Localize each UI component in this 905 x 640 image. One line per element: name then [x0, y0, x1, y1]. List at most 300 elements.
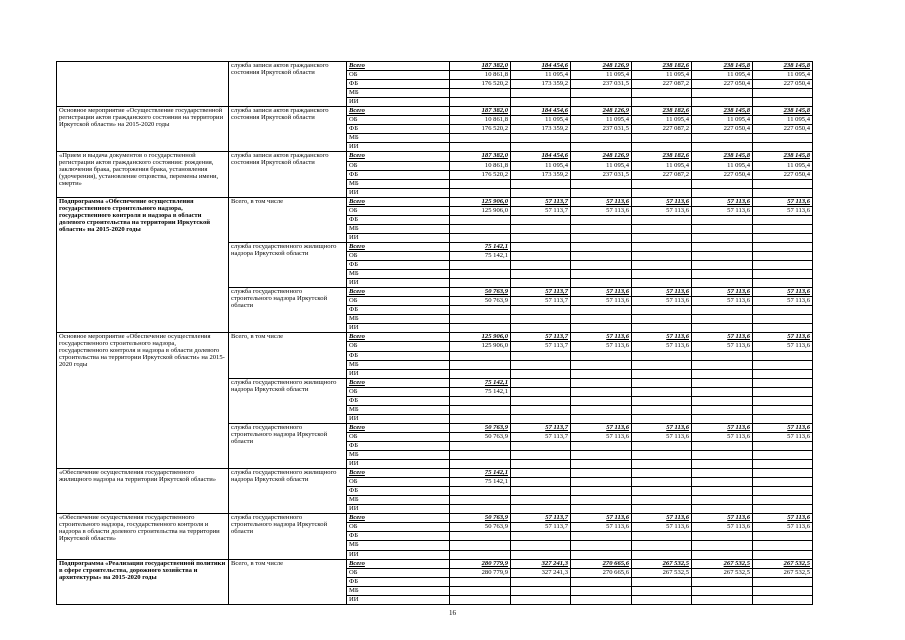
executor-cell: служба записи актов гражданского состояния Иркутской области	[229, 107, 347, 152]
funding-source-cell: ИИ	[347, 505, 450, 514]
amount-cell	[753, 134, 813, 143]
amount-cell: 237 031,5	[571, 125, 632, 134]
amount-cell	[692, 405, 753, 414]
amount-cell: 227 087,2	[632, 80, 692, 89]
executor-cell: служба государственного жилищного надзора Иркутской области	[229, 469, 347, 514]
amount-cell	[632, 179, 692, 188]
amount-cell	[450, 414, 511, 423]
amount-cell	[692, 143, 753, 152]
amount-cell: 57 113,7	[511, 342, 571, 351]
amount-cell	[571, 550, 632, 559]
amount-cell	[571, 487, 632, 496]
amount-cell: 227 050,4	[692, 125, 753, 134]
amount-cell: 176 520,2	[450, 125, 511, 134]
funding-source-cell: ФБ	[347, 441, 450, 450]
amount-cell	[450, 179, 511, 188]
amount-cell: 57 113,6	[571, 288, 632, 297]
funding-source-cell: Всего	[347, 62, 450, 71]
amount-cell	[511, 478, 571, 487]
amount-cell	[511, 460, 571, 469]
amount-cell	[753, 215, 813, 224]
amount-cell: 11 095,4	[753, 116, 813, 125]
amount-cell	[571, 595, 632, 604]
amount-cell	[511, 387, 571, 396]
funding-source-cell: МБ	[347, 451, 450, 460]
amount-cell	[632, 89, 692, 98]
amount-cell	[753, 505, 813, 514]
amount-cell: 270 665,6	[571, 559, 632, 568]
amount-cell	[511, 577, 571, 586]
amount-cell	[571, 143, 632, 152]
amount-cell: 267 532,5	[632, 568, 692, 577]
funding-source-cell: ФБ	[347, 351, 450, 360]
amount-cell: 11 095,4	[692, 116, 753, 125]
amount-cell	[450, 224, 511, 233]
funding-source-cell: ФБ	[347, 396, 450, 405]
amount-cell: 11 095,4	[511, 116, 571, 125]
amount-cell: 57 113,6	[571, 333, 632, 342]
amount-cell	[571, 396, 632, 405]
amount-cell: 187 382,0	[450, 107, 511, 116]
amount-cell: 11 095,4	[692, 161, 753, 170]
amount-cell	[692, 324, 753, 333]
amount-cell	[692, 586, 753, 595]
funding-source-cell: МБ	[347, 224, 450, 233]
amount-cell	[692, 577, 753, 586]
funding-source-cell: ОБ	[347, 206, 450, 215]
amount-cell	[692, 378, 753, 387]
amount-cell: 57 113,6	[632, 523, 692, 532]
amount-cell	[511, 233, 571, 242]
funding-source-cell: ИИ	[347, 550, 450, 559]
amount-cell: 57 113,6	[632, 197, 692, 206]
amount-cell	[753, 98, 813, 107]
amount-cell: 57 113,6	[753, 206, 813, 215]
amount-cell	[571, 188, 632, 197]
amount-cell	[571, 505, 632, 514]
amount-cell: 267 532,5	[632, 559, 692, 568]
amount-cell	[753, 586, 813, 595]
table-row	[57, 333, 813, 342]
amount-cell: 125 906,0	[450, 333, 511, 342]
funding-source-cell: Всего	[347, 514, 450, 523]
funding-source-cell: МБ	[347, 134, 450, 143]
amount-cell: 57 113,6	[692, 206, 753, 215]
amount-cell	[692, 215, 753, 224]
amount-cell: 75 142,1	[450, 387, 511, 396]
amount-cell: 57 113,6	[692, 423, 753, 432]
measure-name-cell: Подпрограмма «Обеспечение осуществления государственного строительного надзора, государственного контроля и надзора в области долевого строительства на территории Иркутской области» на 2015-2020 годы	[57, 197, 229, 333]
amount-cell	[632, 441, 692, 450]
amount-cell	[753, 351, 813, 360]
amount-cell	[450, 369, 511, 378]
amount-cell: 50 763,9	[450, 288, 511, 297]
amount-cell: 327 241,3	[511, 568, 571, 577]
amount-cell	[632, 224, 692, 233]
amount-cell: 267 532,5	[753, 568, 813, 577]
amount-cell: 238 145,8	[753, 152, 813, 161]
funding-source-cell: Всего	[347, 559, 450, 568]
amount-cell: 57 113,6	[753, 197, 813, 206]
amount-cell	[511, 306, 571, 315]
amount-cell	[692, 360, 753, 369]
amount-cell	[753, 496, 813, 505]
amount-cell: 57 113,6	[632, 514, 692, 523]
funding-source-cell: ИИ	[347, 143, 450, 152]
amount-cell	[692, 224, 753, 233]
amount-cell: 227 050,4	[692, 80, 753, 89]
amount-cell: 57 113,6	[753, 523, 813, 532]
amount-cell: 176 520,2	[450, 170, 511, 179]
measure-name-cell: «Прием и выдача документов о государственной регистрации актов гражданского состояния: рождения, заключения брака, расторжения брака, установления (удочерения), установление отцовства, перемены имени, смерти»	[57, 152, 229, 197]
amount-cell: 57 113,6	[692, 432, 753, 441]
amount-cell: 75 142,1	[450, 242, 511, 251]
amount-cell	[571, 532, 632, 541]
amount-cell: 227 050,4	[753, 125, 813, 134]
measure-name-cell: Подпрограмма «Реализация государственной политики в сфере строительства, дорожного хозяйства и архитектуры» на 2015-2020 годы	[57, 559, 229, 604]
executor-cell: служба государственного жилищного надзора Иркутской области	[229, 242, 347, 287]
amount-cell	[632, 586, 692, 595]
amount-cell	[632, 451, 692, 460]
amount-cell: 10 861,8	[450, 116, 511, 125]
amount-cell: 50 763,9	[450, 514, 511, 523]
amount-cell	[692, 595, 753, 604]
amount-cell	[632, 324, 692, 333]
amount-cell: 57 113,6	[571, 514, 632, 523]
funding-source-cell: МБ	[347, 496, 450, 505]
amount-cell	[632, 98, 692, 107]
amount-cell: 57 113,6	[753, 423, 813, 432]
amount-cell	[511, 414, 571, 423]
funding-source-cell: ФБ	[347, 125, 450, 134]
executor-cell: Всего, в том числе	[229, 559, 347, 604]
amount-cell	[571, 306, 632, 315]
amount-cell	[632, 387, 692, 396]
amount-cell: 270 665,6	[571, 568, 632, 577]
amount-cell	[692, 188, 753, 197]
table-row	[57, 514, 813, 523]
amount-cell	[632, 532, 692, 541]
amount-cell: 237 031,5	[571, 80, 632, 89]
amount-cell	[753, 360, 813, 369]
amount-cell	[632, 595, 692, 604]
amount-cell	[511, 324, 571, 333]
amount-cell	[753, 188, 813, 197]
funding-source-cell: ИИ	[347, 369, 450, 378]
amount-cell	[450, 396, 511, 405]
amount-cell	[571, 134, 632, 143]
amount-cell	[511, 279, 571, 288]
amount-cell: 57 113,6	[692, 333, 753, 342]
amount-cell	[511, 251, 571, 260]
amount-cell: 125 906,0	[450, 342, 511, 351]
amount-cell	[571, 451, 632, 460]
amount-cell	[511, 98, 571, 107]
amount-cell	[450, 451, 511, 460]
amount-cell	[571, 251, 632, 260]
amount-cell	[511, 595, 571, 604]
funding-source-cell: ИИ	[347, 233, 450, 242]
executor-cell: служба государственного строительного надзора Иркутской области	[229, 423, 347, 468]
funding-source-cell: ИИ	[347, 460, 450, 469]
amount-cell	[753, 179, 813, 188]
funding-source-cell: ОБ	[347, 432, 450, 441]
amount-cell: 57 113,6	[632, 423, 692, 432]
amount-cell	[450, 460, 511, 469]
table-row	[57, 197, 813, 206]
amount-cell	[632, 414, 692, 423]
amount-cell: 10 861,8	[450, 161, 511, 170]
amount-cell: 125 906,0	[450, 197, 511, 206]
amount-cell: 11 095,4	[571, 71, 632, 80]
amount-cell: 57 113,6	[571, 197, 632, 206]
amount-cell: 75 142,1	[450, 469, 511, 478]
amount-cell	[692, 505, 753, 514]
amount-cell	[692, 541, 753, 550]
amount-cell	[571, 577, 632, 586]
amount-cell: 238 145,8	[692, 152, 753, 161]
amount-cell	[632, 405, 692, 414]
amount-cell: 248 126,9	[571, 107, 632, 116]
funding-source-cell: ИИ	[347, 324, 450, 333]
amount-cell	[571, 496, 632, 505]
amount-cell	[753, 233, 813, 242]
funding-source-cell: ФБ	[347, 487, 450, 496]
amount-cell	[753, 550, 813, 559]
amount-cell	[753, 270, 813, 279]
amount-cell	[753, 242, 813, 251]
amount-cell: 176 520,2	[450, 80, 511, 89]
amount-cell: 57 113,7	[511, 523, 571, 532]
amount-cell	[450, 233, 511, 242]
amount-cell: 57 113,6	[571, 523, 632, 532]
funding-source-cell: ОБ	[347, 116, 450, 125]
amount-cell	[632, 577, 692, 586]
amount-cell: 57 113,7	[511, 423, 571, 432]
amount-cell	[632, 215, 692, 224]
amount-cell	[511, 270, 571, 279]
amount-cell	[632, 396, 692, 405]
amount-cell	[450, 270, 511, 279]
amount-cell: 57 113,6	[753, 342, 813, 351]
funding-source-cell: ОБ	[347, 161, 450, 170]
amount-cell	[450, 577, 511, 586]
amount-cell	[692, 351, 753, 360]
funding-source-cell: ОБ	[347, 387, 450, 396]
amount-cell	[571, 360, 632, 369]
amount-cell: 237 031,5	[571, 170, 632, 179]
amount-cell: 57 113,6	[632, 288, 692, 297]
amount-cell	[511, 550, 571, 559]
funding-source-cell: ФБ	[347, 577, 450, 586]
amount-cell: 227 050,4	[692, 170, 753, 179]
amount-cell	[511, 224, 571, 233]
amount-cell	[571, 279, 632, 288]
amount-cell	[511, 396, 571, 405]
amount-cell	[450, 143, 511, 152]
amount-cell	[571, 460, 632, 469]
amount-cell	[753, 261, 813, 270]
amount-cell: 57 113,6	[571, 206, 632, 215]
funding-source-cell: ОБ	[347, 478, 450, 487]
amount-cell: 11 095,4	[692, 71, 753, 80]
amount-cell: 267 532,5	[753, 559, 813, 568]
amount-cell	[571, 324, 632, 333]
amount-cell	[450, 360, 511, 369]
amount-cell	[692, 487, 753, 496]
funding-source-cell: Всего	[347, 288, 450, 297]
amount-cell	[450, 261, 511, 270]
amount-cell	[450, 586, 511, 595]
amount-cell	[692, 460, 753, 469]
amount-cell: 227 050,4	[753, 80, 813, 89]
funding-source-cell: ОБ	[347, 251, 450, 260]
amount-cell	[632, 306, 692, 315]
amount-cell	[692, 478, 753, 487]
amount-cell: 184 454,6	[511, 107, 571, 116]
amount-cell	[753, 143, 813, 152]
amount-cell: 50 763,9	[450, 523, 511, 532]
funding-source-cell: ОБ	[347, 342, 450, 351]
amount-cell: 227 087,2	[632, 170, 692, 179]
amount-cell	[571, 478, 632, 487]
amount-cell	[753, 369, 813, 378]
executor-cell: служба государственного строительного надзора Иркутской области	[229, 288, 347, 333]
measure-name-cell	[57, 62, 229, 107]
amount-cell	[753, 396, 813, 405]
amount-cell: 57 113,6	[632, 297, 692, 306]
funding-source-cell: МБ	[347, 179, 450, 188]
amount-cell	[511, 505, 571, 514]
amount-cell	[450, 532, 511, 541]
amount-cell	[632, 478, 692, 487]
amount-cell	[692, 451, 753, 460]
amount-cell: 227 087,2	[632, 125, 692, 134]
amount-cell: 57 113,6	[571, 423, 632, 432]
amount-cell	[511, 351, 571, 360]
amount-cell	[511, 143, 571, 152]
amount-cell: 57 113,7	[511, 514, 571, 523]
amount-cell: 57 113,7	[511, 432, 571, 441]
amount-cell: 238 145,8	[692, 107, 753, 116]
amount-cell	[692, 233, 753, 242]
amount-cell	[571, 179, 632, 188]
amount-cell: 187 382,0	[450, 152, 511, 161]
funding-source-cell: ФБ	[347, 80, 450, 89]
funding-source-cell: Всего	[347, 469, 450, 478]
amount-cell	[511, 242, 571, 251]
amount-cell: 57 113,7	[511, 333, 571, 342]
amount-cell: 11 095,4	[511, 161, 571, 170]
table-body	[57, 62, 813, 605]
funding-source-cell: ИИ	[347, 279, 450, 288]
funding-source-cell: Всего	[347, 107, 450, 116]
executor-cell: служба записи актов гражданского состояния Иркутской области	[229, 152, 347, 197]
amount-cell: 238 182,6	[632, 107, 692, 116]
funding-source-cell: ФБ	[347, 215, 450, 224]
amount-cell	[753, 478, 813, 487]
amount-cell: 327 241,3	[511, 559, 571, 568]
amount-cell	[692, 279, 753, 288]
amount-cell	[571, 98, 632, 107]
amount-cell: 57 113,6	[632, 432, 692, 441]
table-row	[57, 152, 813, 161]
amount-cell	[450, 306, 511, 315]
amount-cell	[632, 550, 692, 559]
amount-cell: 57 113,7	[511, 206, 571, 215]
page-number: 16	[449, 609, 456, 617]
amount-cell	[571, 586, 632, 595]
amount-cell: 75 142,1	[450, 478, 511, 487]
amount-cell: 267 532,5	[692, 559, 753, 568]
amount-cell	[632, 315, 692, 324]
amount-cell: 57 113,6	[632, 333, 692, 342]
funding-source-cell: МБ	[347, 541, 450, 550]
amount-cell	[450, 279, 511, 288]
amount-cell	[692, 496, 753, 505]
amount-cell	[753, 469, 813, 478]
amount-cell	[753, 541, 813, 550]
amount-cell	[692, 251, 753, 260]
amount-cell	[692, 306, 753, 315]
amount-cell	[632, 261, 692, 270]
amount-cell	[692, 261, 753, 270]
measure-name-cell: «Обеспечение осуществления государственного строительного надзора, государственного контроля и надзора в области долевого строительства на территории Иркутской области»	[57, 514, 229, 559]
amount-cell	[753, 279, 813, 288]
amount-cell	[632, 188, 692, 197]
amount-cell	[753, 487, 813, 496]
amount-cell	[632, 279, 692, 288]
amount-cell: 57 113,6	[753, 333, 813, 342]
funding-source-cell: ОБ	[347, 523, 450, 532]
amount-cell	[511, 188, 571, 197]
amount-cell	[450, 505, 511, 514]
funding-source-cell: МБ	[347, 89, 450, 98]
funding-source-cell: МБ	[347, 270, 450, 279]
amount-cell	[753, 89, 813, 98]
funding-source-cell: Всего	[347, 242, 450, 251]
amount-cell: 173 359,2	[511, 125, 571, 134]
amount-cell	[571, 215, 632, 224]
amount-cell	[632, 143, 692, 152]
amount-cell: 57 113,6	[692, 342, 753, 351]
amount-cell	[511, 89, 571, 98]
amount-cell	[571, 469, 632, 478]
amount-cell: 11 095,4	[511, 71, 571, 80]
measure-name-cell: «Обеспечение осуществления государственного жилищного надзора на территории Иркутской области»	[57, 469, 229, 514]
amount-cell	[511, 405, 571, 414]
amount-cell	[450, 134, 511, 143]
amount-cell: 57 113,6	[753, 297, 813, 306]
amount-cell	[632, 378, 692, 387]
amount-cell: 11 095,4	[571, 161, 632, 170]
amount-cell: 187 382,0	[450, 62, 511, 71]
amount-cell	[450, 441, 511, 450]
amount-cell: 238 182,6	[632, 62, 692, 71]
amount-cell	[571, 387, 632, 396]
amount-cell: 75 142,1	[450, 251, 511, 260]
amount-cell: 173 359,2	[511, 170, 571, 179]
amount-cell: 57 113,6	[692, 297, 753, 306]
amount-cell: 248 126,9	[571, 152, 632, 161]
amount-cell	[753, 224, 813, 233]
amount-cell	[632, 496, 692, 505]
amount-cell	[632, 541, 692, 550]
amount-cell	[450, 188, 511, 197]
amount-cell	[571, 541, 632, 550]
amount-cell	[450, 550, 511, 559]
table-row	[57, 62, 813, 71]
